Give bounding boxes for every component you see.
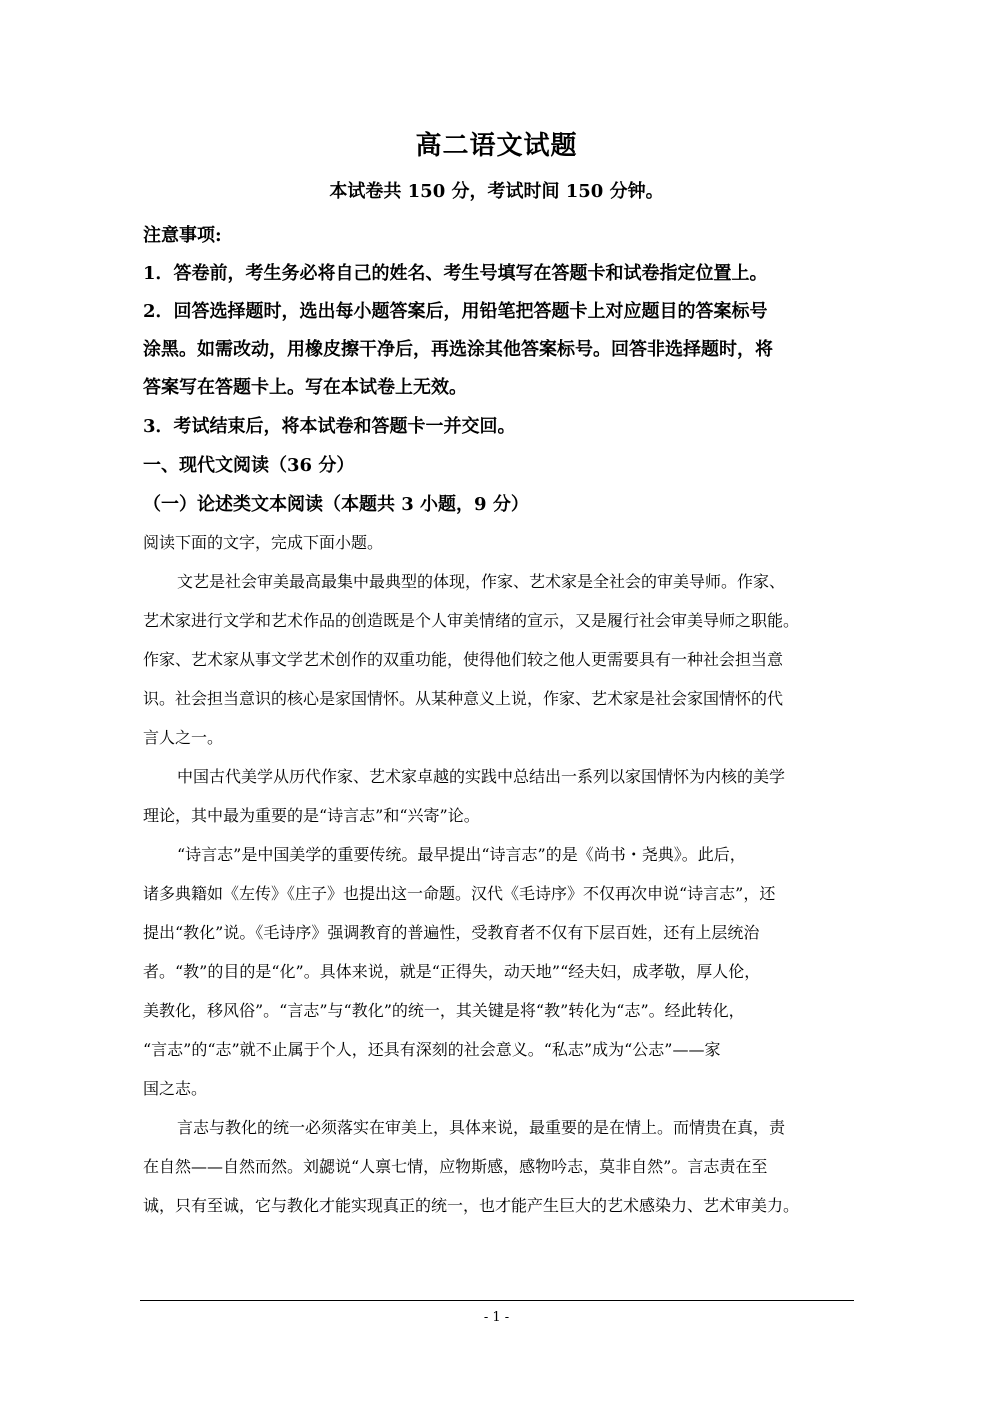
passage-line: 在自然——自然而然。刘勰说“人禀七情，应物斯感，感物吟志，莫非自然”。言志责在至 — [143, 1157, 768, 1176]
reading-instruction: 阅读下面的文字，完成下面小题。 — [143, 533, 384, 552]
passage-line: 诚，只有至诚，它与教化才能实现真正的统一，也才能产生巨大的艺术感染力、艺术审美力。 — [143, 1196, 800, 1215]
notice-line: 答案写在答题卡上。写在本试卷上无效。 — [143, 377, 467, 398]
passage-line: 文艺是社会审美最高最集中最典型的体现，作家、艺术家是全社会的审美导师。作家、 — [177, 572, 786, 591]
passage-line: “言志”的“志”就不止属于个人，还具有深刻的社会意义。“私志”成为“公志”——家 — [143, 1040, 721, 1059]
subsection-heading: （一）论述类文本阅读（本题共 3 小题，9 分） — [143, 494, 529, 515]
notice-line: 1．答卷前，考生务必将自己的姓名、考生号填写在答题卡和试卷指定位置上。 — [143, 263, 768, 284]
passage-line: “诗言志”是中国美学的重要传统。最早提出“诗言志”的是《尚书・尧典》。此后， — [177, 845, 746, 864]
notice-heading: 注意事项: — [143, 225, 222, 246]
notice-line: 涂黑。如需改动，用橡皮擦干净后，再选涂其他答案标号。回答非选择题时，将 — [143, 339, 773, 360]
passage-line: 言志与教化的统一必须落实在审美上，具体来说，最重要的是在情上。而情贵在真，责 — [177, 1118, 786, 1137]
passage-line: 提出“教化”说。《毛诗序》强调教育的普遍性，受教育者不仅有下层百姓，还有上层统治 — [143, 923, 760, 942]
section-heading: 一、现代文阅读（36 分） — [143, 455, 355, 476]
notice-line: 2．回答选择题时，选出每小题答案后，用铅笔把答题卡上对应题目的答案标号 — [143, 301, 768, 322]
passage-line: 理论，其中最为重要的是“诗言志”和“兴寄”论。 — [143, 806, 480, 825]
passage-line: 美教化，移风俗”。“言志”与“教化”的统一，其关键是将“教”转化为“志”。经此转化， — [143, 1001, 745, 1020]
passage-line: 言人之一。 — [143, 728, 224, 747]
passage-line: 诸多典籍如《左传》《庄子》也提出这一命题。汉代《毛诗序》不仅再次申说“诗言志”，还 — [143, 884, 776, 903]
passage-line: 作家、艺术家从事文学艺术创作的双重功能，使得他们较之他人更需要具有一种社会担当意 — [143, 650, 784, 669]
passage-line: 艺术家进行文学和艺术作品的创造既是个人审美情绪的宣示，又是履行社会审美导师之职能。 — [143, 611, 800, 630]
footer-divider — [140, 1300, 854, 1301]
passage-line: 识。社会担当意识的核心是家国情怀。从某种意义上说，作家、艺术家是社会家国情怀的代 — [143, 689, 784, 708]
passage-line: 中国古代美学从历代作家、艺术家卓越的实践中总结出一系列以家国情怀为内核的美学 — [177, 767, 786, 786]
passage-line: 国之志。 — [143, 1079, 208, 1098]
passage-line: 者。“教”的目的是“化”。具体来说，就是“正得失，动天地”“经夫妇，成孝敬，厚人伦， — [143, 962, 761, 981]
exam-info: 本试卷共 150 分，考试时间 150 分钟。 — [329, 181, 664, 202]
page-title: 高二语文试题 — [415, 131, 578, 161]
notice-line: 3．考试结束后，将本试卷和答题卡一并交回。 — [143, 416, 516, 437]
page-number: - 1 - — [483, 1310, 510, 1325]
